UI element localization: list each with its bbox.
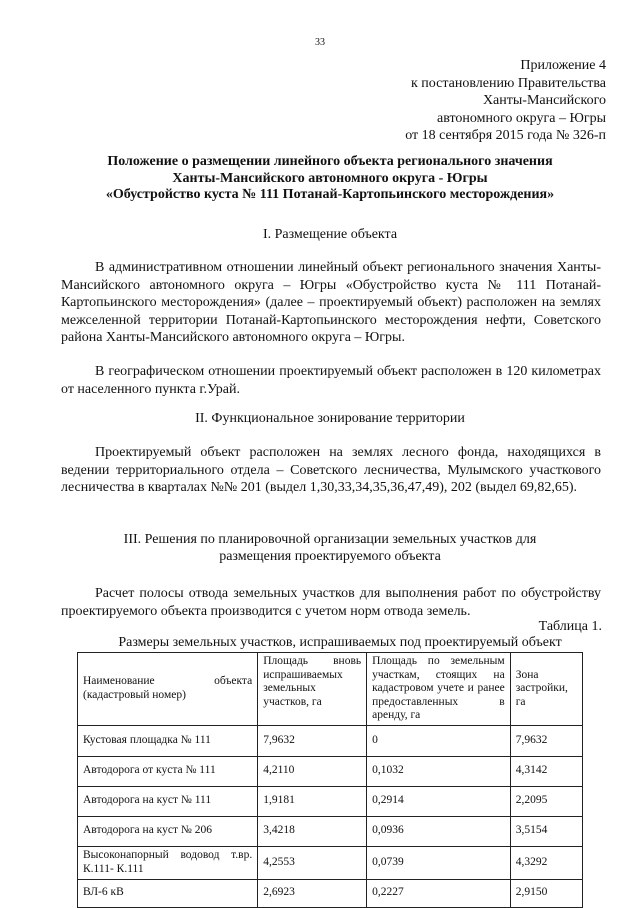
table-cell: 0,2914 [367, 786, 511, 816]
table-cell: ВЛ-6 кВ [78, 879, 258, 907]
section-2-heading: II. Функциональное зонирование территории [195, 411, 465, 426]
header-text: Площадь по земельным участкам, стоящих на кадастровом учете и ранее предоставленных в аренду, га [372, 655, 505, 721]
section-1-paragraph-1 [61, 259, 601, 347]
table-title: Размеры земельных участков, испрашиваемых под проектируемый объект [118, 635, 562, 650]
table-cell: 0,0739 [367, 846, 511, 879]
table-row [78, 816, 583, 846]
table-cell: Кустовая площадка № 111 [78, 725, 258, 756]
paragraph-text: Расчет полосы отвода земельных участков для выполнения работ по обустройству проектируемого объекта производится с учетом норм отвода земель. [61, 586, 601, 619]
section-3-paragraph-1 [61, 585, 601, 620]
table-cell: Автодорога на куст № 206 [78, 816, 258, 846]
table-cell: Автодорога от куста № 111 [78, 756, 258, 786]
appendix-line: Приложение 4 [520, 58, 606, 73]
table-cell: 0,0936 [367, 816, 511, 846]
appendix-line: Ханты-Мансийского [482, 93, 606, 108]
table-row [78, 725, 583, 756]
table-cell: 1,9181 [258, 786, 367, 816]
table-header-cell [367, 653, 511, 726]
title-line: «Обустройство куста № 111 Потанай-Картопьинского месторождения» [105, 187, 555, 202]
table-cell: Высоконапорный водовод т.вр. К.111- К.111 [78, 846, 258, 879]
table-cell: 0 [367, 725, 511, 756]
table-cell: 4,2553 [258, 846, 367, 879]
table-cell: 0,2227 [367, 879, 511, 907]
table-row [78, 879, 583, 907]
section-1-paragraph-2 [61, 363, 601, 398]
table-header-cell [510, 653, 582, 726]
header-text: Зона застройки, га [515, 668, 568, 708]
table-cell: 2,6923 [258, 879, 367, 907]
table-cell: 2,2095 [510, 786, 582, 816]
header-text: Площадь вновь испрашиваемых земельных участков, га [263, 655, 362, 708]
appendix-line: от 18 сентября 2015 года № 326-п [405, 128, 606, 143]
appendix-line: к постановлению Правительства [410, 75, 606, 91]
section-2-paragraph-1 [61, 444, 601, 497]
section-3-heading-line-2: размещения проектируемого объекта [219, 549, 441, 564]
paragraph-text: В географическом отношении проектируемый объект расположен в 120 километрах от населенного пункта г.Урай. [61, 364, 601, 397]
table-cell: 3,4218 [258, 816, 367, 846]
table-caption: Таблица 1. [538, 619, 602, 634]
table-cell: Автодорога на куст № 111 [78, 786, 258, 816]
table-header-row [78, 653, 583, 726]
section-3-heading-line-1: III. Решения по планировочной организации земельных участков для [123, 532, 537, 547]
table-header-cell [78, 653, 258, 726]
table-cell: 7,9632 [510, 725, 582, 756]
table-cell: 7,9632 [258, 725, 367, 756]
title-line: Положение о размещении линейного объекта регионального значения [107, 154, 553, 169]
table-row [78, 846, 583, 879]
appendix-reference [405, 57, 606, 145]
table-cell: 4,3292 [510, 846, 582, 879]
section-1-heading: I. Размещение объекта [262, 227, 398, 242]
paragraph-text: Проектируемый объект расположен на землях лесного фонда, находящихся в ведении территориального отдела – Советского лесничества, Мулымского участкового лесничества в кварталах №№ 201 (выдел 1,30,33,34,35,36,47,49), 202 (выдел 69,82,65). [61, 445, 601, 495]
table-cell: 4,3142 [510, 756, 582, 786]
table-cell: 0,1032 [367, 756, 511, 786]
appendix-line: автономного округа – Югры [437, 110, 606, 126]
header-text: Наименование объекта (кадастровый номер) [83, 675, 253, 701]
table-cell: 3,5154 [510, 816, 582, 846]
table-row [78, 756, 583, 786]
page-number: 33 [315, 37, 325, 48]
table-cell: 4,2110 [258, 756, 367, 786]
table-header-cell [258, 653, 367, 726]
paragraph-text: В административном отношении линейный объект регионального значения Ханты-Мансийского автономного округа – Югры «Обустройство куста № 111 Потанай-Картопьинского месторождения» (далее – проектируемый объект) расположен на землях межселенной территории Потанай-Картопьинского месторождения нефти, Советского района Ханты-Мансийского автономного округа – Югры. [61, 260, 601, 345]
table-row [78, 786, 583, 816]
table-cell: 2,9150 [510, 879, 582, 907]
land-plots-table [77, 652, 583, 908]
document-title [40, 154, 620, 204]
title-line: Ханты-Мансийского автономного округа - Югры [172, 170, 488, 186]
